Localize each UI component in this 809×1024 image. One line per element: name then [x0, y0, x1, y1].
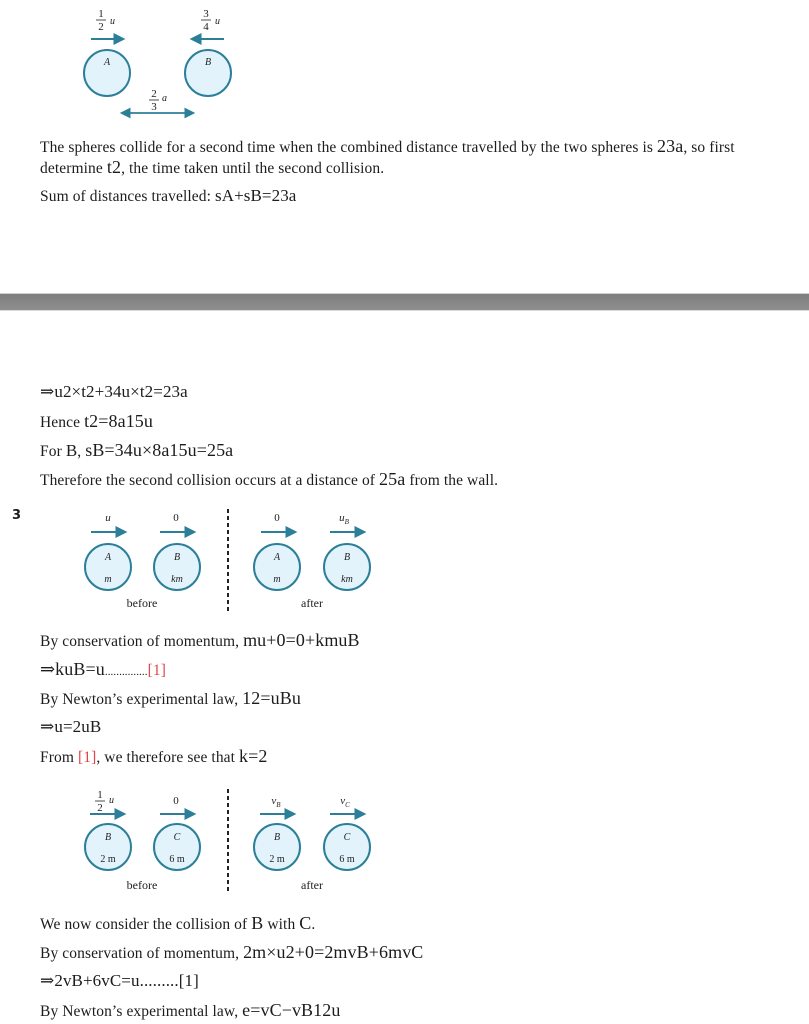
text-line [40, 971, 199, 992]
sphere-mass: km [171, 574, 183, 585]
after-a-velocity: 0 [274, 512, 280, 524]
math-inline: t2=8a15u [84, 411, 154, 431]
text-line [40, 659, 166, 682]
text: . [311, 916, 316, 933]
sphere-a-velocity-den: 2 [98, 21, 104, 33]
sphere-a-velocity-num: 1 [98, 8, 104, 20]
sphere-mass: m [273, 574, 281, 585]
text-line [40, 746, 267, 768]
text: from the wall. [405, 472, 499, 489]
math-inline: ⇒u=2uB [40, 717, 102, 736]
sphere-b-label: B [204, 57, 212, 68]
sphere-label: B [104, 832, 112, 843]
text-line [40, 717, 101, 738]
text-line [40, 630, 360, 652]
text-line [40, 942, 423, 964]
distance-var: a [162, 93, 167, 104]
text-line [40, 1000, 340, 1022]
sphere-mass: 6 m [169, 854, 185, 865]
math-inline: 25a [379, 469, 406, 489]
math-inline: 2m×u2+0=2mvB+6mvC [243, 942, 424, 962]
before-c-velocity: 0 [173, 795, 179, 807]
math-inline: sA+sB=23a [214, 186, 297, 205]
sphere-mass: km [341, 574, 353, 585]
sphere-mass: 6 m [339, 854, 355, 865]
text-line [40, 382, 188, 403]
text: By conservation of momentum, [40, 633, 244, 650]
math-inline: 12=uBu [242, 688, 301, 708]
text: Therefore the second collision occurs at a distance of [40, 472, 380, 489]
sphere-a-velocity-var: u [110, 16, 115, 27]
text: with [263, 916, 300, 933]
sphere-label: B [173, 552, 181, 563]
math-inline: sB=34u×8a15u=25a [85, 440, 234, 460]
dots: ............... [104, 666, 148, 678]
diagram-collision-bc [70, 785, 380, 895]
velocity-subscript: B [276, 801, 281, 809]
velocity-symbol: v [340, 795, 346, 807]
diagram-collision-ab [70, 505, 380, 615]
sphere-mass: 2 m [269, 854, 285, 865]
sphere-label: C [173, 832, 181, 843]
velocity-subscript: B [344, 518, 349, 526]
text: For [40, 443, 66, 460]
after-label: after [301, 596, 323, 610]
velocity-symbol: v [271, 795, 277, 807]
text: The spheres collide for a second time when the combined distance travelled by the two spheres is [40, 139, 658, 156]
after-b-velocity [271, 795, 281, 809]
math-inline: e=vC−vB12u [242, 1000, 341, 1020]
text: , so first [683, 139, 735, 156]
equation-reference-link[interactable]: [1] [147, 662, 166, 679]
equation-reference-link[interactable]: [1] [77, 749, 97, 766]
sphere-label: A [104, 552, 112, 563]
text: determine [40, 160, 107, 177]
before-a-velocity: u [105, 512, 111, 524]
after-c-velocity [340, 795, 350, 809]
text-line [40, 913, 315, 935]
before-b-velocity-num: 1 [97, 789, 103, 801]
before-label: before [126, 596, 158, 610]
math-inline: 23a [657, 136, 684, 156]
before-b-velocity-var: u [109, 795, 114, 806]
text: , we therefore see that [96, 749, 240, 766]
math-inline: C [299, 913, 312, 933]
text: From [40, 749, 78, 766]
sphere-mass: 2 m [100, 854, 116, 865]
text: , [77, 443, 86, 460]
sphere-label: C [343, 832, 351, 843]
text: Sum of distances travelled: [40, 188, 215, 205]
velocity-subscript: C [345, 801, 350, 809]
text: We now consider the collision of [40, 916, 252, 933]
math-inline: B [65, 441, 78, 460]
math-equation: ⇒u2×t2+34u×t2=23a [40, 382, 188, 401]
text: , the time taken until the second collision. [121, 160, 385, 177]
math-inline: mu+0=0+kmuB [243, 630, 360, 650]
text-line [40, 186, 296, 207]
math-inline: k=2 [239, 746, 268, 766]
sphere-label: B [343, 552, 351, 563]
text-line [40, 469, 498, 491]
math-inline: B [251, 913, 264, 933]
sphere-label: B [273, 832, 281, 843]
before-b-velocity-den: 2 [97, 802, 103, 814]
after-label: after [301, 878, 323, 892]
sphere-b-velocity-den: 4 [203, 21, 209, 33]
text-line [40, 136, 735, 158]
text-line [40, 440, 233, 462]
before-b-velocity: 0 [173, 512, 179, 524]
diagram-approach [60, 0, 260, 120]
page-separator [0, 293, 809, 311]
sphere-b-velocity-num: 3 [203, 8, 209, 20]
sphere-label: A [273, 552, 281, 563]
text-line [40, 411, 153, 433]
math-inline: t2 [106, 157, 122, 177]
text-line [40, 688, 301, 710]
text: Hence [40, 414, 85, 431]
text: By Newton’s experimental law, [40, 1003, 243, 1020]
distance-den: 3 [151, 101, 157, 113]
text-line [40, 157, 384, 179]
before-label: before [126, 878, 158, 892]
question-number: 3 [12, 508, 22, 523]
text: By conservation of momentum, [40, 945, 244, 962]
after-b-velocity [339, 512, 350, 526]
sphere-a-label: A [103, 57, 111, 68]
distance-num: 2 [151, 88, 157, 100]
math-inline: ⇒kuB=u [40, 659, 105, 679]
velocity-symbol: u [339, 512, 345, 524]
sphere-b-velocity-var: u [215, 16, 220, 27]
text: By Newton’s experimental law, [40, 691, 243, 708]
math-inline: ⇒2vB+6vC=u.........[1] [40, 971, 199, 990]
sphere-mass: m [104, 574, 112, 585]
